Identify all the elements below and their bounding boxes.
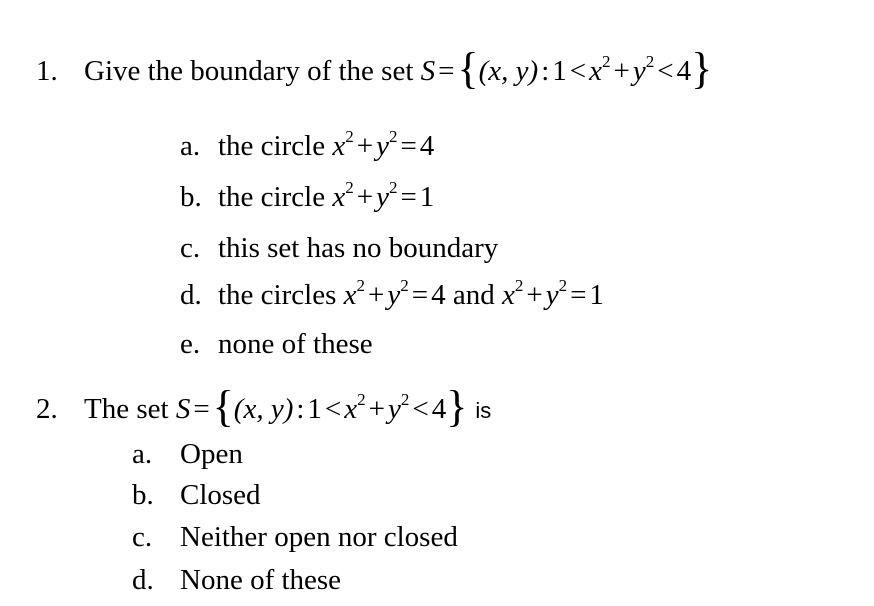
option-text: Closed: [180, 479, 261, 511]
question-prompt: The set: [84, 393, 169, 425]
option-text: None of these: [180, 564, 342, 596]
q1-option-a: [180, 127, 435, 162]
question-2: [36, 382, 492, 431]
option-text: the circle: [218, 130, 326, 162]
question-prompt: Give the boundary of the set: [84, 55, 414, 87]
question-1: [36, 44, 713, 93]
option-letter: b.: [180, 181, 202, 213]
brace-close: }: [691, 44, 713, 93]
q1-option-e: [180, 330, 373, 359]
equation: $x^2 + y^2 = 1$: [332, 178, 435, 213]
option-text: this set has no boundary: [218, 232, 499, 264]
equation: $x^2 + y^2 = 4$: [332, 127, 435, 162]
option-letter: e.: [180, 328, 201, 360]
option-letter: d.: [180, 279, 202, 311]
option-letter: a.: [132, 438, 153, 470]
option-letter: a.: [180, 130, 201, 162]
question-number: 1.: [36, 55, 58, 87]
option-text: the circle: [218, 181, 326, 213]
set-variable: S: [175, 393, 191, 425]
equation: $x^2 + y^2 = 1$: [501, 276, 604, 311]
option-letter: d.: [132, 564, 154, 596]
q1-option-b: [180, 178, 435, 213]
question-number: 2.: [36, 393, 58, 425]
option-text: Open: [180, 438, 243, 470]
q2-option-b: [132, 481, 261, 510]
q2-option-d: [132, 566, 341, 595]
conjunction: and: [452, 279, 495, 311]
question-suffix: is: [475, 398, 492, 423]
q2-option-c: [132, 523, 458, 552]
set-variable: S: [420, 55, 436, 87]
option-letter: c.: [132, 521, 153, 553]
q1-option-c: [180, 234, 498, 263]
set-expression: S ={(x, y) : $1 < x^2 + y^2 < 4$}: [420, 44, 713, 93]
equation: $x^2 + y^2 = 4$: [343, 276, 446, 311]
tuple: (x, y): [478, 55, 539, 87]
option-letter: b.: [132, 479, 154, 511]
set-expression: S ={(x, y) : $1 < x^2 + y^2 < 4$}: [175, 382, 468, 431]
option-letter: c.: [180, 232, 201, 264]
option-text: the circles: [218, 279, 337, 311]
option-text: Neither open nor closed: [180, 521, 458, 553]
option-text: none of these: [218, 328, 373, 360]
tuple: (x, y): [233, 393, 294, 425]
brace-open: {: [457, 44, 479, 93]
brace-open: {: [212, 382, 234, 431]
q1-option-d: [180, 276, 604, 311]
q2-option-a: [132, 440, 243, 469]
brace-close: }: [446, 382, 468, 431]
